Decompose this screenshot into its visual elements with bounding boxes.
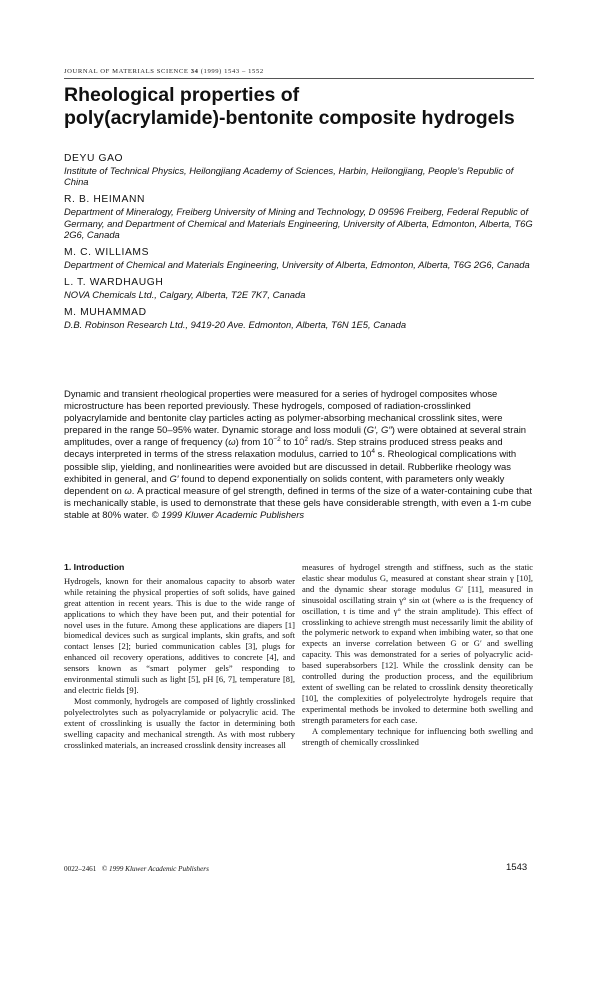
abstract-symbol: G′, G″ [366, 425, 392, 437]
author-block [64, 246, 534, 270]
header-rule [64, 78, 534, 79]
author-name: R. B. HEIMANN [64, 194, 146, 206]
body-paragraph: Hydrogels, known for their anomalous capacity to absorb water while retaining the physical properties of soft solids, have gained great attention in recent years. This is due to the wide range of applications to which they have been put, and their potential for novel uses in the future. Among these applications are diapers [1] biomedical devices such as surgical implants, skin grafts, and soft contact lenses [2]; buried communication cables [3], plugs for enhanced oil recovery operations, additives to concrete [4], and sensors known as “smart polymer gels” responding to environmental stimuli such as light [5], pH [6, 7], temperature [8], and electric fields [9]. [64, 575, 295, 695]
author-affiliation: Department of Chemical and Materials Engineering, University of Alberta, Edmonton, Alberta, T6G 2G6, Canada [64, 259, 530, 271]
abstract-exponent: 2 [304, 436, 308, 444]
abstract-symbol: ω [228, 437, 236, 449]
author-block [64, 306, 534, 330]
journal-pages: (1999) 1543 – 1552 [200, 68, 264, 75]
title-line-2: poly(acrylamide)-bentonite composite hydrogels [64, 107, 515, 129]
author-affiliation: NOVA Chemicals Ltd., Calgary, Alberta, T2E 7K7, Canada [64, 289, 306, 301]
abstract-text: to 10 [280, 437, 305, 449]
abstract-exponent: −2 [273, 436, 281, 444]
author-list [64, 152, 534, 337]
page-number: 1543 [506, 862, 528, 873]
author-block [64, 193, 534, 240]
author-name: M. MUHAMMAD [64, 307, 147, 319]
author-name: L. T. WARDHAUGH [64, 277, 164, 289]
abstract [64, 389, 534, 522]
author-name: M. C. WILLIAMS [64, 247, 150, 259]
body-paragraph: Most commonly, hydrogels are composed of lightly crosslinked polyelectrolytes such as polyacrylamide or polyacrylic acid. The extent of crosslinking is usually the factor in determining both swelling capacity and mechanical strength. As with most rubbery crosslinked materials, an increased crosslink density increases all [64, 695, 295, 750]
body-paragraph: measures of hydrogel strength and stiffness, such as the static elastic shear modulus G, measured at constant shear strain γ [10], and the dynamic shear storage modulus G′ [11], measured in sinusoidal oscillating strain γ° sin ωt (where ω is the frequency of oscillation, t is time and γ° the strain amplitude). This effect of crosslinking to achieve strength must necessarily limit the ability of the polymeric network to expand when imbibing water, so that one expects an inverse correlation between G or G′ and swelling capacity. This was demonstrated for a series of polyacrylic acid-based superabsorbers [12]. While the crosslink density can be controlled during the production process, and the equilibrium extent of swelling can be related to crosslink density theoretically [10], the complexities of polyelectrolyte hydrogels require that experimental methods be invoked to determine both swelling and strength parameters for each case. [302, 562, 533, 725]
section-heading: 1. Introduction [64, 562, 125, 572]
journal-volume: 34 [190, 68, 199, 75]
journal-name: JOURNAL OF MATERIALS SCIENCE [64, 68, 189, 75]
journal-running-header [64, 68, 264, 75]
body-column-right [302, 562, 533, 747]
abstract-copyright: © 1999 Kluwer Academic Publishers [151, 509, 305, 521]
abstract-symbol: G′ [169, 473, 179, 485]
abstract-text: Dynamic and transient rheological properties were measured for a series of hydrogel composites whose microstructure has been reported previously. These hydrogels, composed of radiation-crosslinked polyacrylamide and bentonite clay particles acting as polymer-absorbing mechanical crosslink sites, were prepared in the range 50–95% water. Dynamic storage and loss moduli ( [64, 389, 503, 437]
author-affiliation: Institute of Technical Physics, Heilongjiang Academy of Sciences, Harbin, Heilongjiang, People’s Republic of China [64, 165, 514, 188]
abstract-exponent: 4 [371, 448, 376, 456]
abstract-symbol: ω [124, 485, 132, 497]
footer-code: 0022–2461 [64, 865, 97, 873]
abstract-text: . A practical measure of gel strength, defined in terms of the size of a water-containing cube that is mechanically stable, is used to demonstrate that these gels have considerable strength, with even a 1-m cube stable at 80% water. [64, 485, 532, 521]
article-title [64, 84, 534, 130]
abstract-text: found to depend exponentially on solids content, with parameters only weakly dependent on [64, 473, 505, 497]
body-paragraph: A complementary technique for influencing both swelling and strength of chemically crosslinked [302, 725, 533, 747]
abstract-text: ) from 10 [235, 437, 274, 449]
author-name: DEYU GAO [64, 153, 124, 164]
author-affiliation: D.B. Robinson Research Ltd., 9419-20 Ave. Edmonton, Alberta, T6N 1E5, Canada [64, 319, 407, 331]
footer-publisher: © 1999 Kluwer Academic Publishers [101, 865, 209, 873]
title-line-1: Rheological properties of [64, 84, 300, 106]
body-column-left [64, 562, 295, 750]
author-affiliation: Department of Mineralogy, Freiberg University of Mining and Technology, D 09596 Freiberg, Federal Republic of Germany, and Department of Chemical and Materials Engineering, University of Alberta, Edmonton, Alberta, T6G 2G6, Canada [64, 206, 533, 240]
abstract-text: rad/s. Step strains produced stress peaks and decays interpreted in terms of the stress relaxation modulus, carried to 10 [64, 437, 503, 461]
abstract-text: s. Rheological complications with possible slip, yielding, and nonlinearities were avoided but are discussed in detail. Rubberlike rheology was exhibited in general, and [64, 449, 517, 485]
author-block [64, 152, 534, 187]
author-block [64, 276, 534, 300]
footer-issn [64, 865, 209, 873]
abstract-text: ) were obtained at several strain amplitudes, over a range of frequency ( [64, 425, 527, 449]
